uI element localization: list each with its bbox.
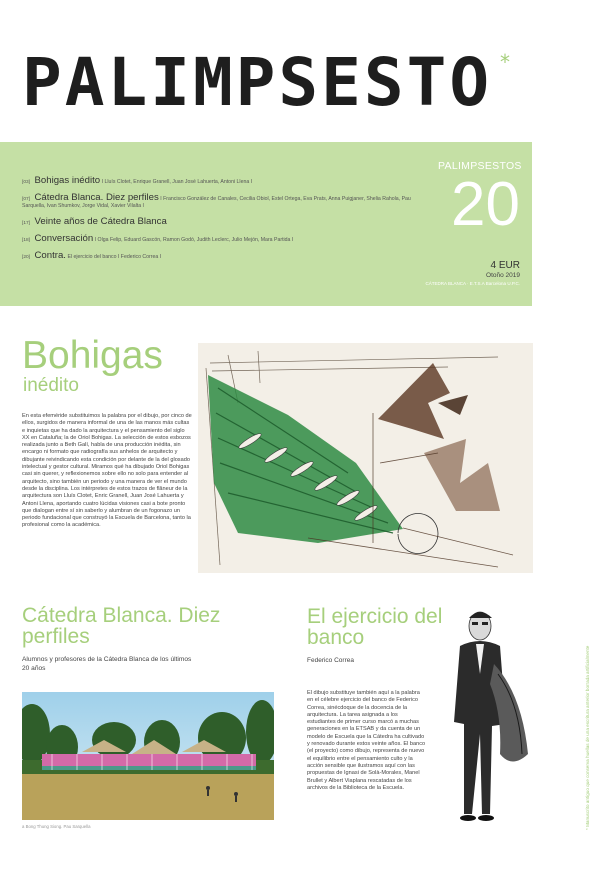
catedra-subheading: Alumnos y profesores de la Cátedra Blanca de los últimos 20 años <box>22 656 192 672</box>
masthead-title: PALIMPSESTO <box>22 44 493 121</box>
ejercicio-author: Federico Correa <box>307 657 354 664</box>
masthead-asterisk: * <box>500 50 510 74</box>
toc-entry-conversacion[interactable] <box>22 235 422 244</box>
toc-title: Cátedra Blanca. Diez perfiles <box>34 191 159 203</box>
table-of-contents <box>22 177 422 269</box>
issue-series: PALIMPSESTOS <box>438 160 522 172</box>
toc-contributors: I Olga Felip, Eduard Gascón, Ramon Godó, Judith Leclerc, Julio Mejón, Mara Partida I <box>94 237 294 244</box>
issue-publisher: CÁTEDRA BLANCA · E.T.S.A Barcelona U.P.C. <box>425 281 520 286</box>
side-note: * Manuscrito antiguo que conserva huellas de una escritura anterior borrada artificialmente <box>585 645 590 830</box>
toc-title: Conversación <box>34 233 94 245</box>
toc-title: Bohigas inédito <box>34 175 101 186</box>
toc-entry-contra[interactable] <box>22 252 422 261</box>
toc-entry-veinte[interactable] <box>22 218 422 227</box>
bohigas-subheading: inédito <box>23 375 79 396</box>
toc-contributors: El ejercicio del banco I Federico Correa I <box>67 254 162 261</box>
bohigas-body-text: En esta efeméride substituimos la palabra por el dibujo, por cinco de ellos, surgidos de manera informal de una de las manos más cultas e inquietas que ha dado la arquitectura y el pensamiento del siglo XX en Cataluña; la de Oriol Bohigas. La selección de estos esbozos realizada junto a Beth Galí, habla de una producción inédita, sin encargo ni formato que radiografía sus anhelos de arquitecto y dibujante reivindicando esta condición por delante de la del glosado intelectual y gestor cultural. Miramos qué ha dibujado Oriol Bohigas casi sin querer, y reflexionemos sobre ello no solo para entender al arquitecto, sino también un periodo y una manera de ver el mundo desde la disciplina. Los intérpretes de estos trazos de flâneur de la arquitectura son Lluís Clotet, Enric Granell, Juan José Lahuerta y Antoni Llena, aportando cuatro lúcidas visiones casi a bote pronto que dialogan entre sí sin saberlo y alumbran de un fogonazo un periodo fundacional que construyó la Escuela de Barcelona, tanto la profesional como la académica. <box>22 413 192 529</box>
issue-price: 4 EUR <box>490 260 520 271</box>
toc-title: Contra. <box>34 250 66 262</box>
toc-contributors: I Francisco González de Canales, Cecilia Obiol, Estel Ortega, Eva Prats, Anna Puigjaner, Shelia Rahola, Pau Sarquella, Ivan Shumkov, Jorge Vidal, Xavier Vilalta I <box>22 195 411 210</box>
ejercicio-body-text: El dibujo substituye también aquí a la palabra en el célebre ejercicio del banco de Federico Correa, sinécdoque de la docencia de la arquitectura. La tarea asignada a los estudiantes de primer curso marcó a muchas generaciones en la ETSAB y da cuenta de un modelo de Escuela que la Cátedra ha cultivado y renovado durante estos veinte años. El banco (el proyecto) como dibujo, representa de nuevo el equilibrio entre el pensamiento culto y la acción sensible que ilustramos aquí con las propuestas de Ignasi de Solà-Morales, Manel Brullet y Albert Viaplana rescatadas de los archivos de la Biblioteca de la Escuela. <box>307 690 426 791</box>
toc-title: Veinte años de Cátedra Blanca <box>34 216 167 228</box>
toc-page-number: [03] <box>22 180 31 185</box>
toc-contributors: I Lluís Clotet, Enrique Granell, Juan José Lahuerta, Antoni Llena I <box>101 179 253 185</box>
toc-page-number: [18] <box>22 238 31 244</box>
toc-entry-bohigas[interactable] <box>22 177 422 186</box>
photo-caption: a Bong Thung Siong. Pau Sarquella <box>22 824 91 829</box>
toc-page-number: [20] <box>22 255 31 261</box>
bohigas-heading: Bohigas <box>22 334 163 377</box>
issue-number: 20 <box>451 170 520 239</box>
catedra-heading: Cátedra Blanca. Diez perfiles <box>22 604 221 648</box>
ejercicio-heading: El ejercicio del banco <box>307 605 443 649</box>
toc-page-number: [17] <box>22 221 31 227</box>
toc-entry-catedra[interactable] <box>22 191 422 211</box>
toc-page-number: [07] <box>22 196 31 202</box>
issue-date: Otoño 2019 <box>486 272 520 279</box>
portrait-photo <box>442 604 534 830</box>
architectural-sketch-image <box>198 343 533 573</box>
pavilion-photo <box>22 692 274 820</box>
